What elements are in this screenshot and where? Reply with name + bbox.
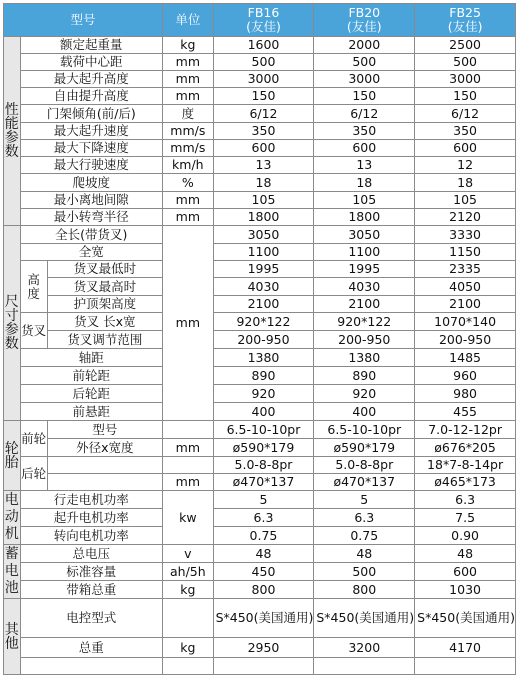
cell-value: 920: [213, 385, 314, 403]
row-label: 起升电机功率: [20, 509, 163, 527]
cell-value: ø465*173: [415, 474, 516, 491]
cell-value: 7.0-12-12pr: [415, 421, 516, 439]
row-lower-speed: [4, 140, 516, 157]
row-label: 额定起重量: [20, 37, 163, 54]
cell-value: 1100: [213, 244, 314, 261]
row-unit: 度: [163, 105, 214, 123]
row-unit: %: [163, 174, 214, 192]
cell-value: 920*122: [314, 313, 415, 331]
row-label: 货叉调节范围: [47, 331, 162, 349]
cell-value: 1380: [314, 349, 415, 367]
cell-value: 6.3: [213, 509, 314, 527]
row-label: 全长(带货叉): [20, 226, 163, 244]
row-unit: mm: [163, 439, 214, 457]
dimensions-unit: mm: [163, 226, 214, 421]
cell-value: 800: [314, 581, 415, 599]
cell-value: 960: [415, 367, 516, 385]
row-unit: mm: [163, 88, 214, 105]
cell-value: 18: [415, 174, 516, 192]
row-rear-tire-size: [4, 474, 516, 491]
cell-value: 1380: [213, 349, 314, 367]
row-steer-motor: [4, 527, 516, 545]
row-unit-empty: [163, 457, 214, 474]
cell-value: 2000: [314, 37, 415, 54]
cell-value: S*450(美国通用): [314, 599, 415, 638]
row-unit: mm: [163, 54, 214, 71]
cell-value: 0.90: [415, 527, 516, 545]
row-total-weight: [4, 638, 516, 658]
row-unit: mm: [163, 209, 214, 226]
row-label: 电控型式: [20, 599, 163, 638]
spec-table: [3, 3, 516, 675]
cell-value: ø470*137: [314, 474, 415, 491]
cell-value: 48: [213, 545, 314, 563]
row-label: 最大行驶速度: [20, 157, 163, 174]
cell-value: 0.75: [213, 527, 314, 545]
cell-value: 5.0-8-8pr: [314, 457, 415, 474]
table-header-row: [4, 4, 516, 37]
cell-value: ø676*205: [415, 439, 516, 457]
row-free-lift: [4, 88, 516, 105]
row-label: 货叉最低时: [47, 261, 162, 278]
row-label: 后轮距: [20, 385, 163, 403]
row-gradeability: [4, 174, 516, 192]
row-max-lift: [4, 71, 516, 88]
cell-value: 600: [314, 140, 415, 157]
cell-value: 455: [415, 403, 516, 421]
row-unit: mm: [163, 474, 214, 491]
cell-value: 6.5-10-10pr: [314, 421, 415, 439]
row-unit: mm/s: [163, 140, 214, 157]
cell-value: 3330: [415, 226, 516, 244]
row-front-tread: [4, 367, 516, 385]
row-label: 货叉最高时: [47, 278, 162, 296]
cell-value: 2100: [415, 296, 516, 313]
cell-value: 6/12: [213, 105, 314, 123]
cell-value: 920: [314, 385, 415, 403]
cell-value: 400: [314, 403, 415, 421]
row-label: 爬坡度: [20, 174, 163, 192]
row-label: 最小转弯半径: [20, 209, 163, 226]
section-other: 其 他: [4, 599, 21, 675]
row-unit: mm: [163, 71, 214, 88]
section-performance: 性 能 参 数: [4, 37, 21, 226]
motor-unit: kw: [163, 491, 214, 545]
row-load-center: [4, 54, 516, 71]
cell-value: 500: [415, 54, 516, 71]
cell-value: 920*122: [213, 313, 314, 331]
row-lift-motor: [4, 509, 516, 527]
cell-value: 1800: [314, 209, 415, 226]
cell-value: 5: [213, 491, 314, 509]
blank-cell: [314, 658, 415, 675]
cell-value: 3050: [213, 226, 314, 244]
row-label: 载荷中心距: [20, 54, 163, 71]
row-label: 型号: [47, 421, 162, 439]
cell-value: 350: [415, 123, 516, 140]
row-unit-empty: [163, 421, 214, 439]
cell-value: 3200: [314, 638, 415, 658]
cell-value: 150: [415, 88, 516, 105]
cell-value: 500: [213, 54, 314, 71]
row-front-tire-model: [4, 421, 516, 439]
row-unit: kg: [163, 37, 214, 54]
cell-value: 600: [415, 140, 516, 157]
cell-value: 2950: [213, 638, 314, 658]
cell-value: 13: [213, 157, 314, 174]
row-overall-length: [4, 226, 516, 244]
cell-value: S*450(美国通用): [213, 599, 314, 638]
row-rear-tire-model: [4, 457, 516, 474]
cell-value: 2500: [415, 37, 516, 54]
cell-value: 2120: [415, 209, 516, 226]
row-overhead-guard: [4, 296, 516, 313]
cell-value: 1150: [415, 244, 516, 261]
row-unit: kg: [163, 581, 214, 599]
row-label: 门架倾角(前/后): [20, 105, 163, 123]
row-label: 护顶架高度: [47, 296, 162, 313]
row-fork-highest: [4, 278, 516, 296]
cell-value: 6.3: [415, 491, 516, 509]
cell-value: 2335: [415, 261, 516, 278]
row-ground-clearance: [4, 192, 516, 209]
header-model-fb20: FB20 (友佳): [314, 4, 415, 37]
cell-value: 48: [314, 545, 415, 563]
cell-value: 6.5-10-10pr: [213, 421, 314, 439]
cell-value: S*450(美国通用): [415, 599, 516, 638]
cell-value: 200-950: [314, 331, 415, 349]
cell-value: 7.5: [415, 509, 516, 527]
row-front-overhang: [4, 403, 516, 421]
cell-value: 3050: [314, 226, 415, 244]
section-wheel-tire: 轮 胎: [4, 421, 21, 491]
cell-value: 150: [213, 88, 314, 105]
row-unit-empty: [163, 599, 214, 638]
group-rear-wheel: 后轮: [20, 457, 47, 491]
cell-value: 13: [314, 157, 415, 174]
cell-value: ø470*137: [213, 474, 314, 491]
row-label: 带箱总重: [20, 581, 163, 599]
row-label: 总重: [20, 638, 163, 658]
row-label: 自由提升高度: [20, 88, 163, 105]
cell-value: 1995: [213, 261, 314, 278]
cell-value: 600: [415, 563, 516, 581]
row-wheelbase: [4, 349, 516, 367]
row-label: 轴距: [20, 349, 163, 367]
row-blank: [4, 658, 516, 675]
blank-cell: [163, 658, 214, 675]
row-label: 最大起升速度: [20, 123, 163, 140]
cell-value: 400: [213, 403, 314, 421]
blank-cell: [415, 658, 516, 675]
cell-value: 1485: [415, 349, 516, 367]
cell-value: 2100: [213, 296, 314, 313]
cell-value: 800: [213, 581, 314, 599]
cell-value: 105: [213, 192, 314, 209]
row-label: 标准容量: [20, 563, 163, 581]
header-model-fb25: FB25 (友佳): [415, 4, 516, 37]
cell-value: 105: [415, 192, 516, 209]
cell-value: 200-950: [213, 331, 314, 349]
cell-value: 350: [314, 123, 415, 140]
row-voltage: [4, 545, 516, 563]
cell-value: 1030: [415, 581, 516, 599]
header-unit: 单位: [163, 4, 214, 37]
cell-value: 18*7-8-14pr: [415, 457, 516, 474]
cell-value: 48: [415, 545, 516, 563]
row-label: 最大起升高度: [20, 71, 163, 88]
cell-value: 1995: [314, 261, 415, 278]
cell-value: 3000: [314, 71, 415, 88]
section-battery: 蓄 电 池: [4, 545, 21, 599]
row-overall-width: [4, 244, 516, 261]
row-label: 全宽: [20, 244, 163, 261]
row-rear-tread: [4, 385, 516, 403]
section-motor: 电 动 机: [4, 491, 21, 545]
cell-value: 2100: [314, 296, 415, 313]
row-label: 前轮距: [20, 367, 163, 385]
row-unit: km/h: [163, 157, 214, 174]
cell-value: ø590*179: [314, 439, 415, 457]
row-unit: mm: [163, 192, 214, 209]
cell-value: 6/12: [415, 105, 516, 123]
cell-value: 4030: [314, 278, 415, 296]
row-unit: kg: [163, 638, 214, 658]
row-fork-size: [4, 313, 516, 331]
group-front-wheel: 前轮: [20, 421, 47, 457]
section-dimensions: 尺 寸 参 数: [4, 226, 21, 421]
cell-value: 500: [314, 563, 415, 581]
group-height: 高 度: [20, 261, 47, 313]
row-capacity: [4, 37, 516, 54]
cell-value: 5: [314, 491, 415, 509]
header-item: 型号: [4, 4, 163, 37]
cell-value: 18: [314, 174, 415, 192]
row-tilt: [4, 105, 516, 123]
row-lift-speed: [4, 123, 516, 140]
cell-value: 6.3: [314, 509, 415, 527]
row-capacity-ah: [4, 563, 516, 581]
cell-value: 3000: [415, 71, 516, 88]
row-travel-speed: [4, 157, 516, 174]
cell-value: 5.0-8-8pr: [213, 457, 314, 474]
cell-value: 0.75: [314, 527, 415, 545]
cell-value: 980: [415, 385, 516, 403]
cell-value: ø590*179: [213, 439, 314, 457]
cell-value: 6/12: [314, 105, 415, 123]
cell-value: 4030: [213, 278, 314, 296]
cell-value: 1070*140: [415, 313, 516, 331]
blank-cell: [213, 658, 314, 675]
cell-value: 18: [213, 174, 314, 192]
cell-value: 350: [213, 123, 314, 140]
row-label: 总电压: [20, 545, 163, 563]
cell-value: 3000: [213, 71, 314, 88]
cell-value: 4170: [415, 638, 516, 658]
row-controller: [4, 599, 516, 638]
row-fork-adjust: [4, 331, 516, 349]
row-label: 最大下降速度: [20, 140, 163, 157]
cell-value: 1800: [213, 209, 314, 226]
row-unit: mm/s: [163, 123, 214, 140]
row-unit: ah/5h: [163, 563, 214, 581]
row-drive-motor: [4, 491, 516, 509]
row-unit: v: [163, 545, 214, 563]
cell-value: 890: [213, 367, 314, 385]
cell-value: 4050: [415, 278, 516, 296]
row-label: 行走电机功率: [20, 491, 163, 509]
row-label: 最小离地间隙: [20, 192, 163, 209]
cell-value: 1600: [213, 37, 314, 54]
cell-value: 450: [213, 563, 314, 581]
group-fork: 货叉: [20, 313, 47, 349]
cell-value: 200-950: [415, 331, 516, 349]
row-label: 货叉 长x宽: [47, 313, 162, 331]
row-turning-radius: [4, 209, 516, 226]
cell-value: 500: [314, 54, 415, 71]
row-label-empty: [47, 457, 162, 474]
row-label: 前悬距: [20, 403, 163, 421]
cell-value: 890: [314, 367, 415, 385]
blank-cell: [20, 658, 163, 675]
row-label: 外径x宽度: [47, 439, 162, 457]
row-front-tire-size: [4, 439, 516, 457]
header-model-fb16: FB16 (友佳): [213, 4, 314, 37]
cell-value: 1100: [314, 244, 415, 261]
cell-value: 12: [415, 157, 516, 174]
row-fork-lowest: [4, 261, 516, 278]
cell-value: 105: [314, 192, 415, 209]
row-label-empty: [47, 474, 162, 491]
row-label: 转向电机功率: [20, 527, 163, 545]
row-battery-weight: [4, 581, 516, 599]
cell-value: 600: [213, 140, 314, 157]
cell-value: 150: [314, 88, 415, 105]
